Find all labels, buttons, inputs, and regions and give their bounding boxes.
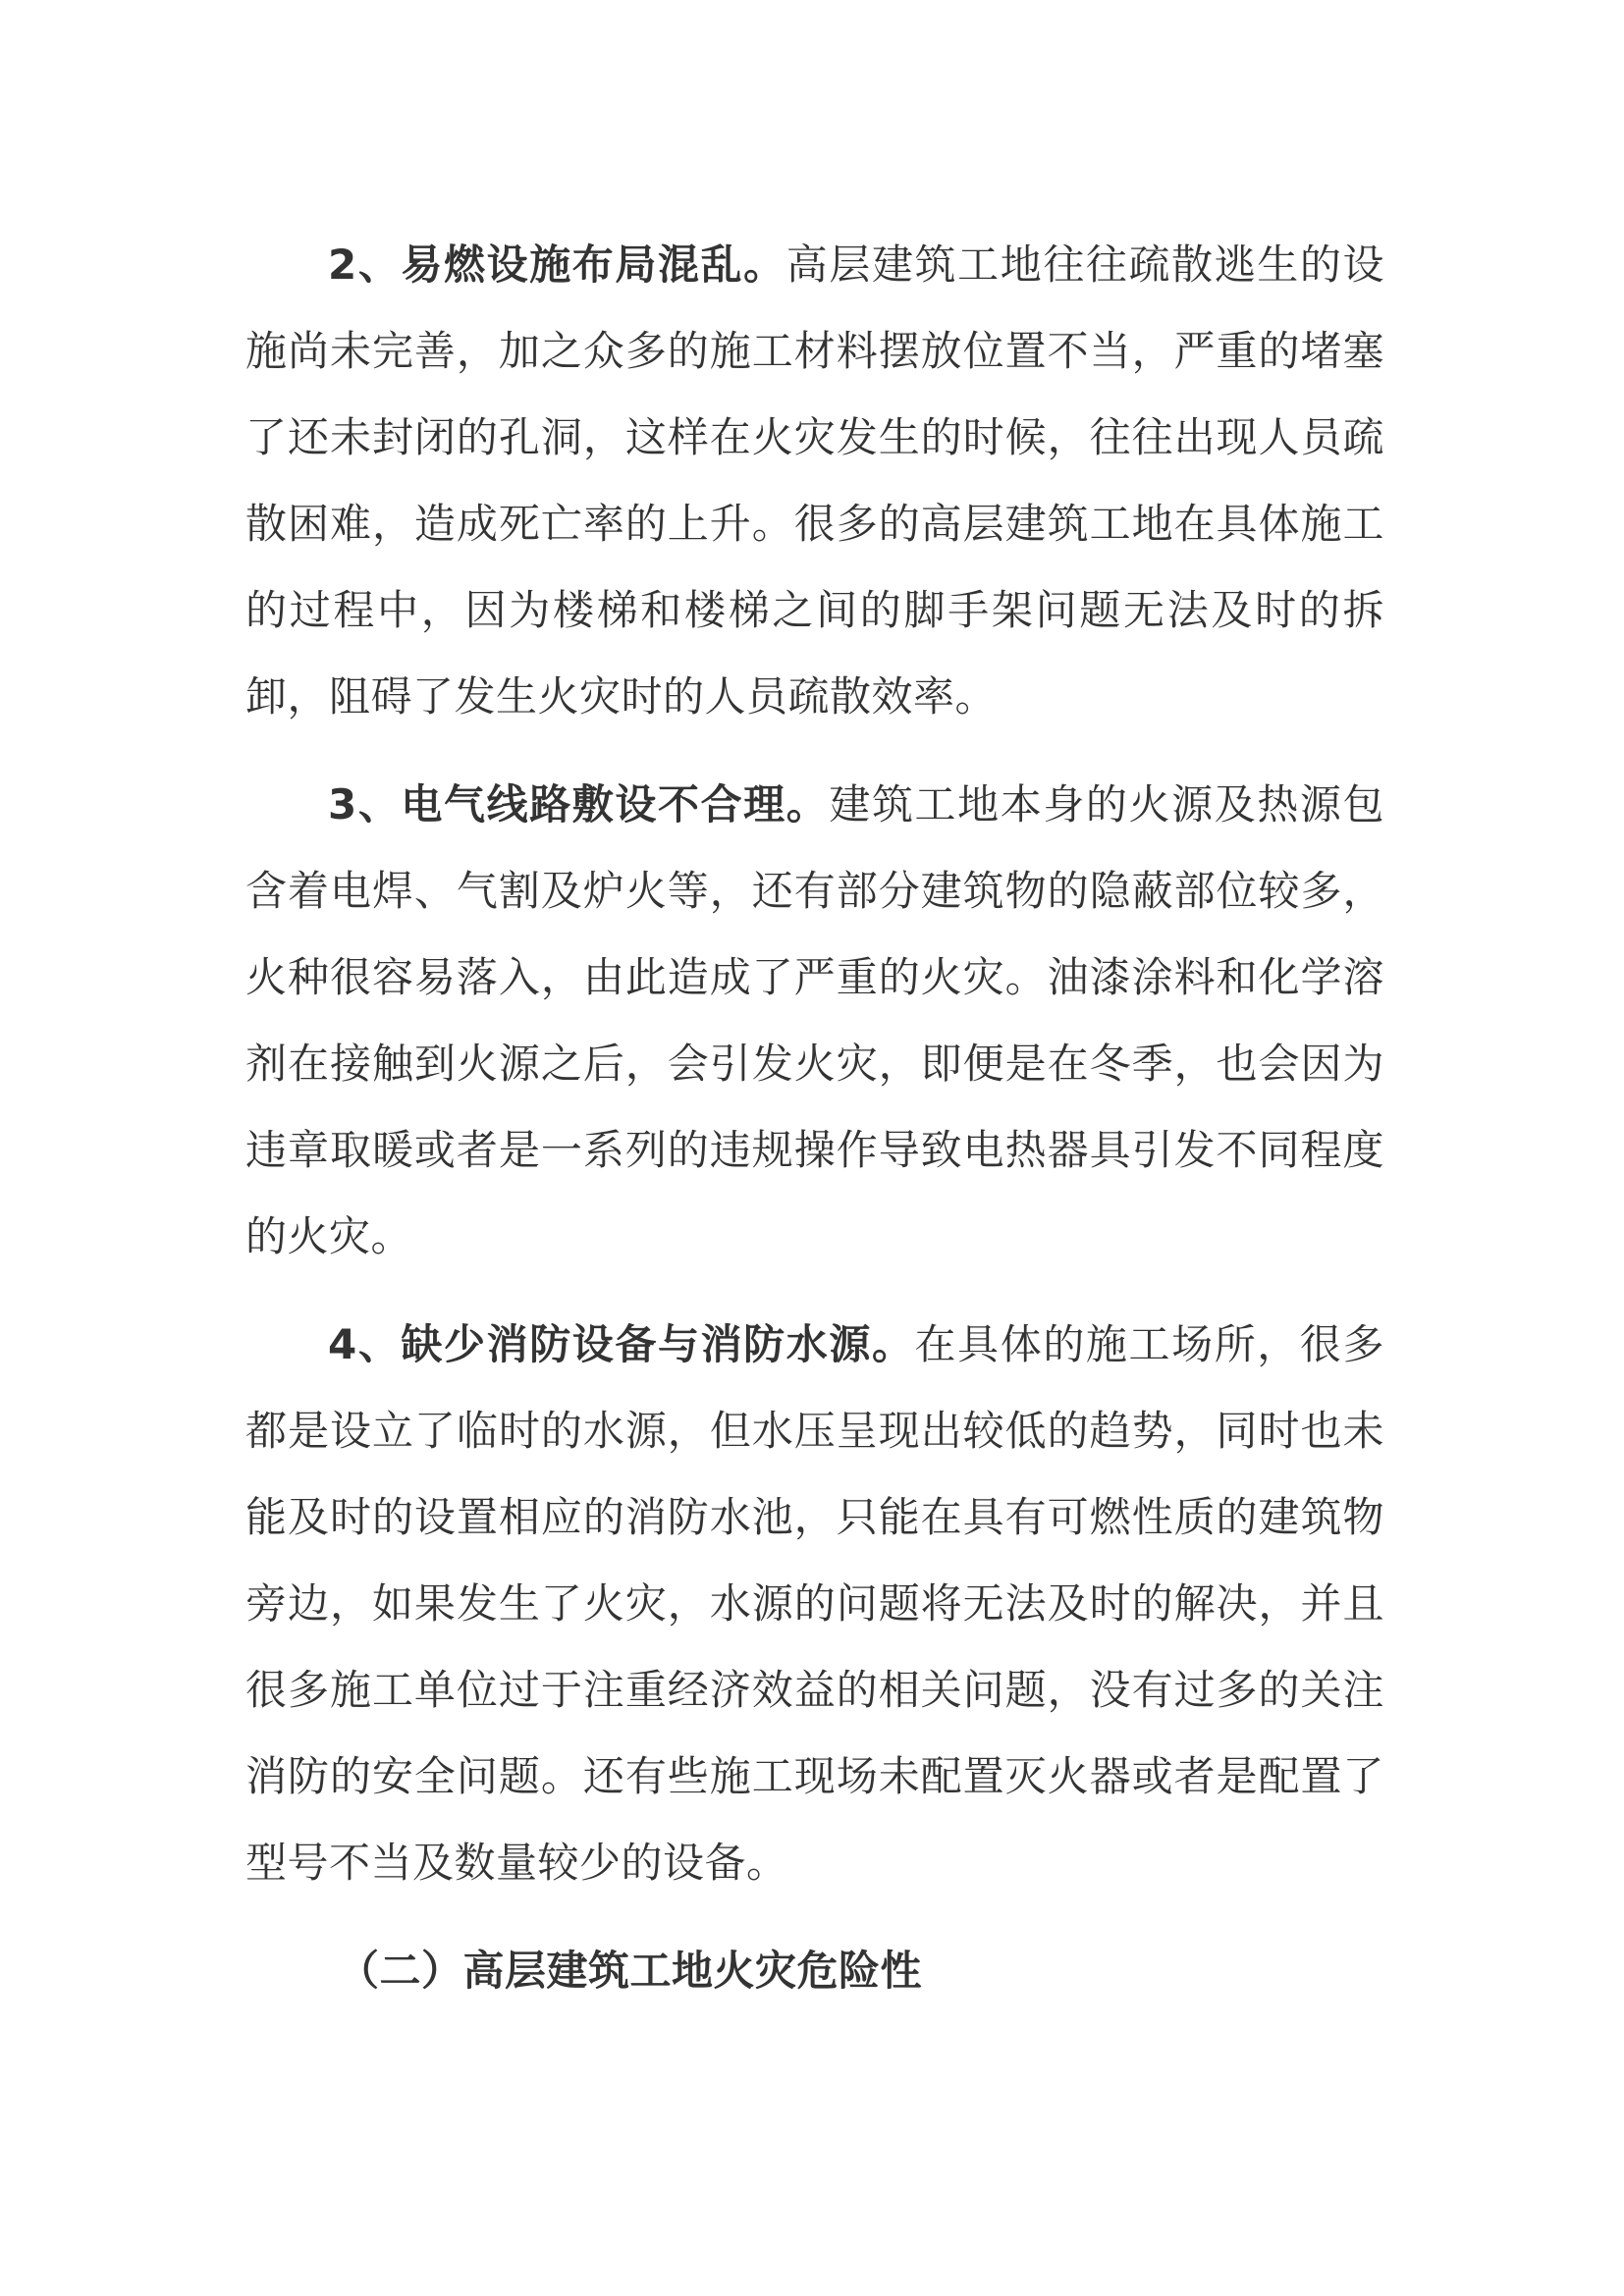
paragraph-lead: 4、缺少消防设备与消防水源。	[328, 1320, 915, 1368]
paragraph-text: 在具体的施工场所，很多都是设立了临时的水源，但水压呈现出较低的趋势，同时也未能及时的设置相应的消防水池，只能在具有可燃性质的建筑物旁边，如果发生了火灾，水源的问题将无法及时的解决，并且很多施工单位过于注重经济效益的相关问题，没有过多的关注消防的安全问题。还有些施工现场未配置灭火器或者是配置了型号不当及数量较少的设备。	[245, 1320, 1384, 1887]
paragraph-lead: 3、电气线路敷设不合理。	[328, 780, 830, 828]
paragraph-item-2	[245, 222, 1384, 740]
paragraph-text: 高层建筑工地往往疏散逃生的设施尚未完善，加之众多的施工材料摆放位置不当，严重的堵塞了还未封闭的孔洞，这样在火灾发生的时候，往往出现人员疏散困难，造成死亡率的上升。很多的高层建筑工地在具体施工的过程中，因为楼梯和楼梯之间的脚手架问题无法及时的拆卸，阻碍了发生火灾时的人员疏散效率。	[245, 240, 1384, 721]
document-body	[245, 222, 1384, 2014]
paragraph-item-3	[245, 762, 1384, 1280]
section-subheading: （二）高层建筑工地火灾危险性	[338, 1947, 923, 1995]
paragraph-lead: 2、易燃设施布局混乱。	[328, 240, 786, 289]
paragraph-item-4	[245, 1302, 1384, 1906]
paragraph-text: 建筑工地本身的火源及热源包含着电焊、气割及炉火等，还有部分建筑物的隐蔽部位较多，火种很容易落入，由此造成了严重的火灾。油漆涂料和化学溶剂在接触到火源之后，会引发火灾，即便是在冬季，也会因为违章取暖或者是一系列的违规操作导致电热器具引发不同程度的火灾。	[245, 780, 1384, 1260]
